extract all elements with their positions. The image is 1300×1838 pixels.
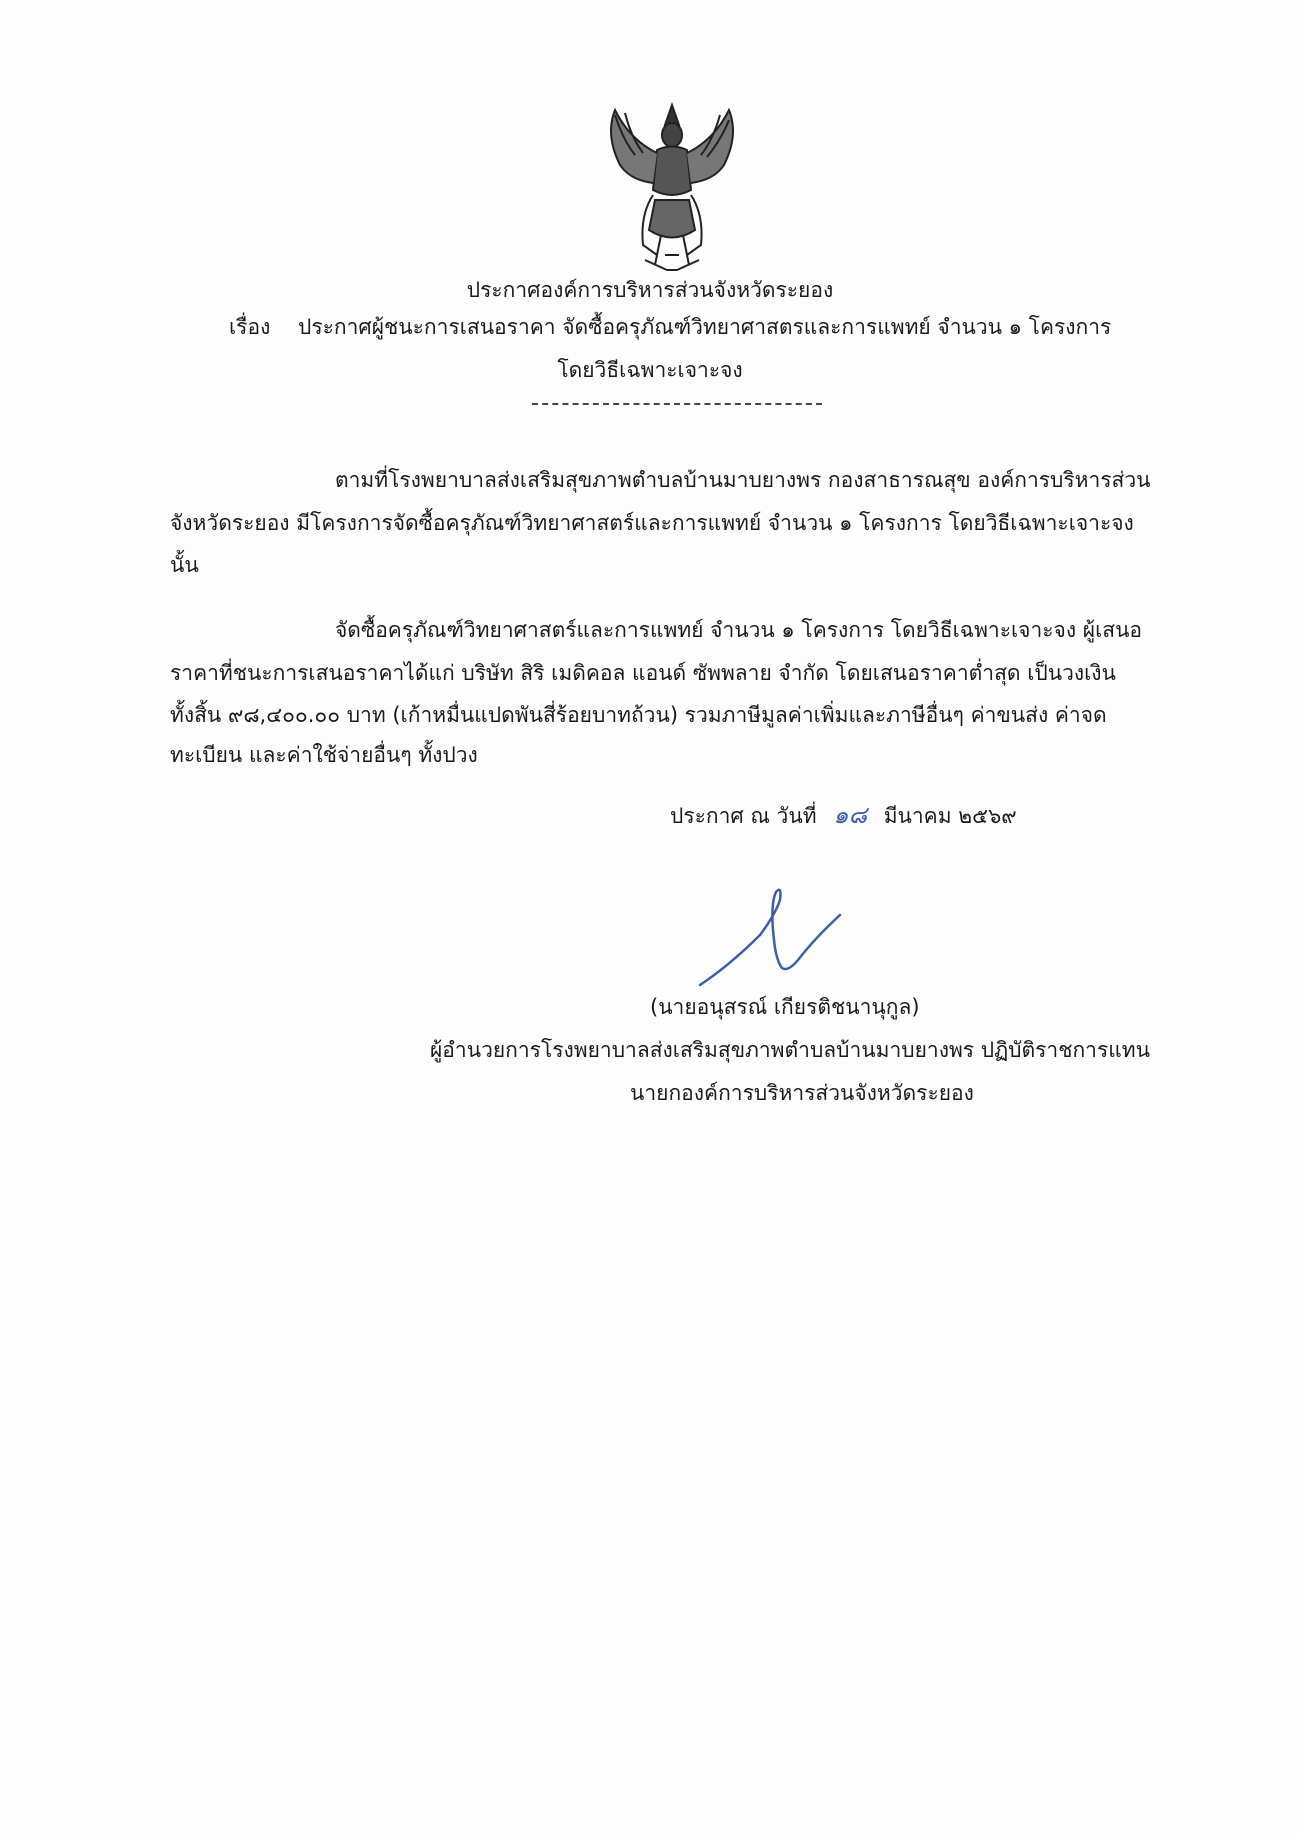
- paragraph-2-line-4: ทะเบียน และค่าใช้จ่ายอื่นๆ ทั้งปวง: [170, 743, 478, 767]
- date-month-year: มีนาคม ๒๕๖๙: [883, 804, 1017, 828]
- paragraph-2-line-3: ทั้งสิ้น ๙๘,๔๐๐.๐๐ บาท (เก้าหมื่นแปดพันสี่ร้อยบาทถ้วน) รวมภาษีมูลค่าเพิ่มและภาษีอื่นๆ ค่าขนส่ง ค่าจด: [170, 703, 1107, 727]
- paragraph-1-line-2: จังหวัดระยอง มีโครงการจัดซื้อครุภัณฑ์วิทยาศาสตร์และการแพทย์ จำนวน ๑ โครงการ โดยวิธีเฉพาะเจาะจง: [170, 511, 1134, 535]
- handwritten-signature-icon: [690, 880, 870, 990]
- paragraph-2-line-1: จัดซื้อครุภัณฑ์วิทยาศาสตร์และการแพทย์ จำนวน ๑ โครงการ โดยวิธีเฉพาะเจาะจง ผู้เสนอ: [335, 618, 1143, 642]
- paragraph-2-line-2: ราคาที่ชนะการเสนอราคาได้แก่ บริษัท สิริ เมดิคอล แอนด์ ซัพพลาย จำกัด โดยเสนอราคาต่ำสุด เป็นวงเงิน: [170, 661, 1116, 685]
- signatory-position-line-1: ผู้อำนวยการโรงพยาบาลส่งเสริมสุขภาพตำบลบ้านมาบยางพร ปฏิบัติราชการแทน: [430, 1038, 1150, 1062]
- subject-line-1: ประกาศผู้ชนะการเสนอราคา จัดซื้อครุภัณฑ์วิทยาศาสตรและการแพทย์ จำนวน ๑ โครงการ: [298, 315, 1112, 339]
- date-prefix: ประกาศ ณ วันที่: [670, 804, 817, 828]
- subject-line-2: โดยวิธีเฉพาะเจาะจง: [557, 358, 743, 382]
- date-day-handwritten: ๑๘: [833, 801, 867, 829]
- paragraph-1-line-1: ตามที่โรงพยาบาลส่งเสริมสุขภาพตำบลบ้านมาบยางพร กองสาธารณสุข องค์การบริหารส่วน: [335, 468, 1151, 492]
- date-line: [670, 800, 1017, 831]
- garuda-emblem-icon: [595, 95, 750, 275]
- signatory-position-line-2: นายกองค์การบริหารส่วนจังหวัดระยอง: [630, 1081, 974, 1105]
- paragraph-1-line-3: นั้น: [170, 553, 199, 577]
- signatory-name: (นายอนุสรณ์ เกียรติชนานุกูล): [650, 995, 920, 1019]
- announcement-title: ประกาศองค์การบริหารส่วนจังหวัดระยอง: [466, 278, 834, 302]
- subject-label: เรื่อง: [229, 315, 271, 339]
- header-separator: [532, 403, 822, 405]
